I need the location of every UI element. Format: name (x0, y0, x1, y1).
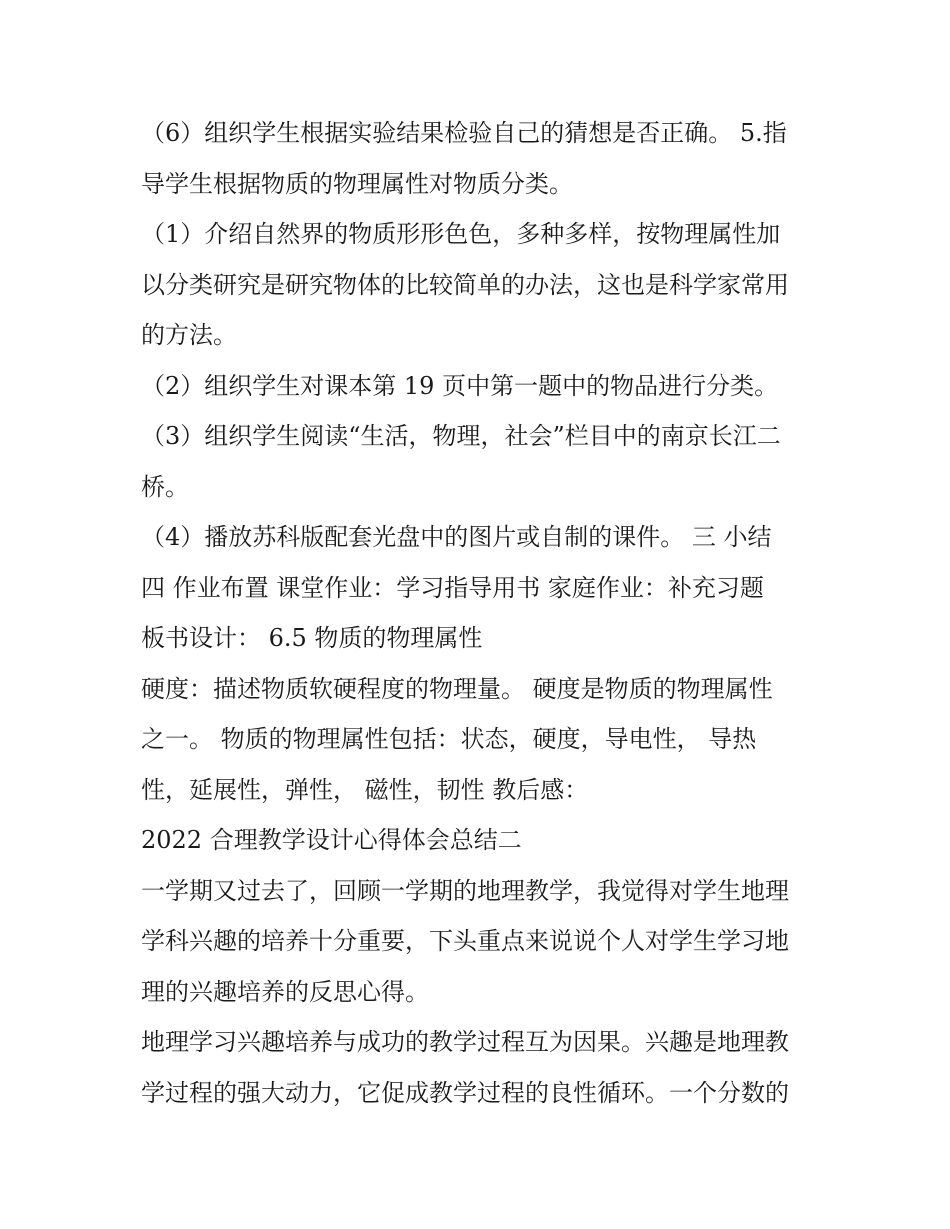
text-line: （4）播放苏科版配套光盘中的图片或自制的课件。 三 小结 (141, 523, 772, 551)
text-line: 的方法。 (141, 321, 237, 349)
text-line: 桥。 (141, 472, 189, 501)
text-line: （1）介绍自然界的物质形形色色，多种多样，按物理属性加 (141, 220, 781, 248)
document-body (141, 108, 821, 1118)
text-line: 四 作业布置 课堂作业：学习指导用书 家庭作业：补充习题 (141, 573, 764, 602)
text-line: 一学期又过去了，回顾一学期的地理教学，我觉得对学生地理 (141, 876, 789, 905)
text-line: 导学生根据物质的物理属性对物质分类。 (141, 169, 573, 198)
text-line: 以分类研究是研究物体的比较简单的办法，这也是科学家常用 (141, 270, 789, 299)
text-line: 之一。 物质的物理属性包括：状态，硬度，导电性， 导热 (141, 725, 757, 753)
text-line: 学过程的强大动力，它促成教学过程的良性循环。一个分数的 (141, 1078, 789, 1107)
text-line: 地理学习兴趣培养与成功的教学过程互为因果。兴趣是地理教 (141, 1028, 789, 1056)
text-line: （6）组织学生根据实验结果检验自己的猜想是否正确。 5.指 (141, 119, 787, 147)
text-line: 理的兴趣培养的反思心得。 (141, 977, 429, 1006)
text-line: （2）组织学生对课本第 19 页中第一题中的物品进行分类。 (141, 371, 779, 400)
text-line: （3）组织学生阅读“生活，物理，社会”栏目中的南京长江二 (141, 422, 781, 450)
text-line: 硬度：描述物质软硬程度的物理量。 硬度是物质的物理属性 (141, 674, 773, 703)
section-heading: 2022 合理教学设计心得体会总结二 (141, 826, 522, 854)
text-line: 性，延展性，弹性， 磁性，韧性 教后感： (141, 775, 589, 804)
text-line: 板书设计： 6.5 物质的物理属性 (141, 624, 483, 652)
text-line: 学科兴趣的培养十分重要，下头重点来说说个人对学生学习地 (141, 927, 789, 955)
